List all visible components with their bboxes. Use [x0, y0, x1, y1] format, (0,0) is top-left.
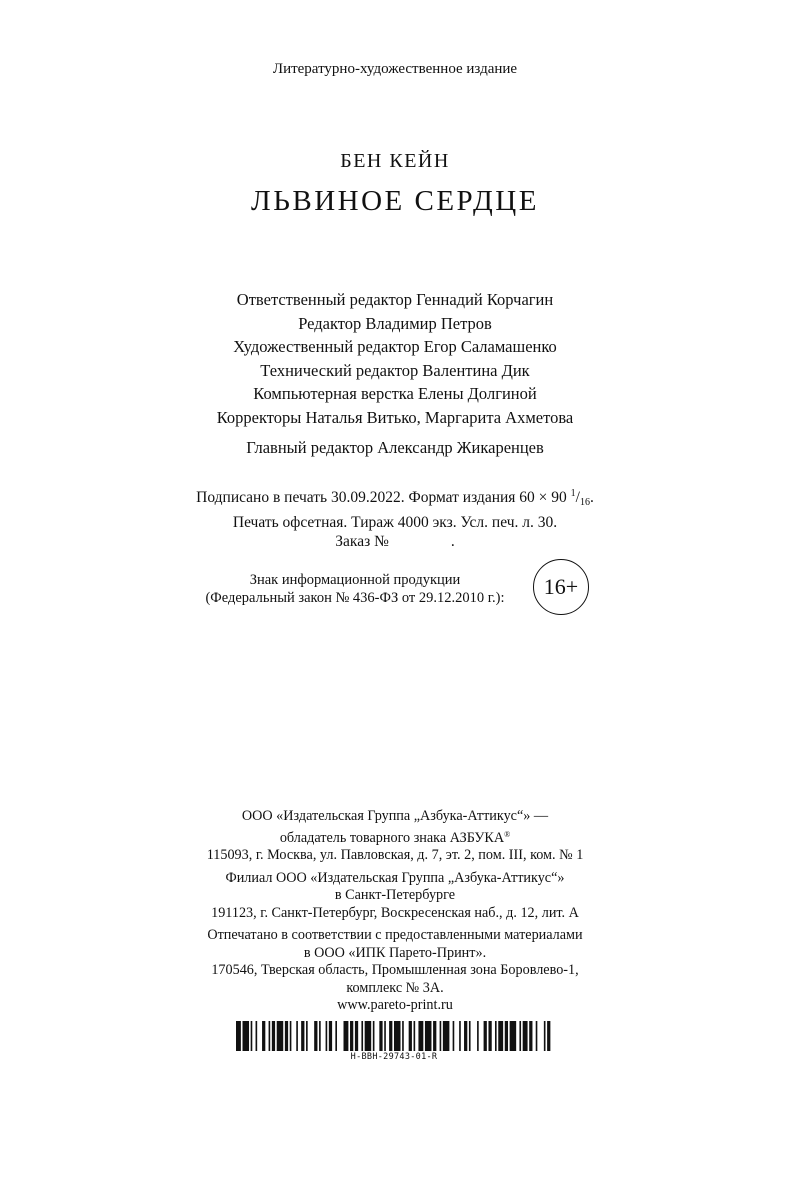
- printer-block: [0, 927, 790, 1015]
- printer-line1: Отпечатано в соответствии с предоставленными материалами: [207, 927, 583, 943]
- barcode-bar: [464, 1021, 467, 1051]
- book-title: ЛЬВИНОЕ СЕРДЦЕ: [251, 185, 539, 217]
- barcode-bar: [243, 1021, 250, 1051]
- barcode-bar: [523, 1021, 528, 1051]
- barcode-bar: [402, 1021, 404, 1051]
- barcode-bar: [236, 1021, 241, 1051]
- order-label: Заказ №: [335, 533, 389, 550]
- barcode-bar: [251, 1021, 253, 1051]
- printer-line2: в ООО «ИПК Парето-Принт».: [303, 944, 487, 961]
- publisher-main-line2: [0, 826, 790, 848]
- barcode-bar: [314, 1021, 317, 1051]
- barcode-bar: [488, 1021, 491, 1051]
- barcode-bar: [355, 1021, 358, 1051]
- barcode-bar: [510, 1021, 517, 1051]
- publisher-info: [0, 808, 790, 1020]
- barcode-bar: [409, 1021, 412, 1051]
- format-text: Подписано в печать 30.09.2022. Формат издания 60 × 90: [196, 489, 571, 506]
- barcode-bar: [414, 1021, 416, 1051]
- order-suffix: .: [450, 533, 455, 550]
- barcode-bar: [379, 1021, 382, 1051]
- genre-label: Литературно-художественное издание: [272, 61, 518, 77]
- barcode-bar: [272, 1021, 275, 1051]
- barcode-bar: [285, 1021, 288, 1051]
- print-info-format-line: [0, 484, 790, 513]
- fraction-numerator: 1: [570, 488, 576, 499]
- fraction-denominator: 16: [579, 497, 590, 508]
- barcode-bar: [394, 1021, 401, 1051]
- branch-address: 191123, г. Санкт-Петербург, Воскресенская наб., д. 12, лит. А: [211, 904, 579, 921]
- barcode-bar: [536, 1021, 538, 1051]
- format-suffix: .: [589, 489, 594, 506]
- barcode-bar: [519, 1021, 521, 1051]
- barcode-bar: [389, 1021, 392, 1051]
- barcode-bar: [262, 1021, 265, 1051]
- barcode-bar: [443, 1021, 450, 1051]
- barcode-bar: [459, 1021, 461, 1051]
- publisher-branch-block: [0, 870, 790, 923]
- barcode-bar: [296, 1021, 298, 1051]
- age-rating-badge: 16+: [533, 559, 589, 615]
- publisher-main-block: [0, 808, 790, 865]
- printer-address1: 170546, Тверская область, Промышленная зона Боровлево-1,: [211, 962, 579, 978]
- barcode-bar: [301, 1021, 304, 1051]
- barcode-bar: [440, 1021, 442, 1051]
- barcode-bar: [495, 1021, 497, 1051]
- barcode-bar: [453, 1021, 455, 1051]
- book-author: БЕН КЕЙН: [340, 150, 450, 172]
- barcode-bar: [433, 1021, 436, 1051]
- barcode-bar: [469, 1021, 471, 1051]
- credit-line: Технический редактор Валентина Дик: [260, 360, 530, 380]
- barcode-bar: [306, 1021, 308, 1051]
- barcode-bar: [529, 1021, 532, 1051]
- barcode-bar: [256, 1021, 258, 1051]
- branch-line1: Филиал ООО «Издательская Группа „Азбука-Аттикус“»: [225, 869, 565, 886]
- barcode-bar: [335, 1021, 337, 1051]
- print-info-order-line: [0, 532, 790, 552]
- barcode-bar: [326, 1021, 328, 1051]
- publisher-main-line1: ООО «Издательская Группа „Азбука-Аттикус“» —: [241, 808, 549, 824]
- barcode-code: H-BBH-29743-01-R: [350, 1052, 438, 1062]
- fraction-slash: /: [575, 489, 580, 506]
- barcode-bar: [329, 1021, 332, 1051]
- barcode-bar: [477, 1021, 479, 1051]
- barcode-bar: [365, 1021, 372, 1051]
- barcode-bar: [425, 1021, 432, 1051]
- info-sign-line2: (Федеральный закон № 436-ФЗ от 29.12.2010 г.):: [205, 590, 505, 606]
- barcode-bar: [544, 1021, 546, 1051]
- publisher-main-address: 115093, г. Москва, ул. Павловская, д. 7, эт. 2, пом. III, ком. № 1: [206, 847, 584, 863]
- barcode-bar: [319, 1021, 321, 1051]
- info-sign-line1: Знак информационной продукции: [249, 572, 461, 588]
- barcode-bar: [361, 1021, 363, 1051]
- barcode-bar: [350, 1021, 353, 1051]
- credit-line: Корректоры Наталья Витько, Маргарита Ахметова: [216, 407, 574, 427]
- barcode-bars: [236, 1021, 552, 1051]
- print-info: [0, 484, 790, 552]
- credits-list: [0, 288, 790, 429]
- barcode-bar: [484, 1021, 487, 1051]
- barcode-bar: [505, 1021, 508, 1051]
- print-info-run-line: Печать офсетная. Тираж 4000 экз. Усл. печ. л. 30.: [232, 513, 558, 531]
- registered-mark: ®: [504, 829, 511, 839]
- printer-address2: комплекс № 3А.: [346, 979, 444, 996]
- barcode-bar: [290, 1021, 292, 1051]
- barcode-bar: [277, 1021, 284, 1051]
- barcode-bar: [344, 1021, 349, 1051]
- printer-website: www.pareto-print.ru: [337, 997, 453, 1013]
- credit-line: Ответственный редактор Геннадий Корчагин: [236, 290, 554, 309]
- barcode-bar: [373, 1021, 375, 1051]
- barcode-bar: [498, 1021, 503, 1051]
- chief-editor: Главный редактор Александр Жикаренцев: [246, 438, 544, 457]
- barcode-bar: [547, 1021, 550, 1051]
- branch-line2: в Санкт-Петербурге: [334, 887, 456, 903]
- trademark-text: обладатель товарного знака АЗБУКА: [279, 829, 505, 846]
- barcode: [236, 1021, 552, 1062]
- credit-line: Редактор Владимир Петров: [298, 313, 492, 333]
- credit-line: Компьютерная верстка Елены Долгиной: [253, 384, 537, 403]
- barcode-bar: [384, 1021, 386, 1051]
- barcode-bar: [418, 1021, 423, 1051]
- barcode-bar: [269, 1021, 271, 1051]
- info-product-sign: [180, 571, 530, 607]
- credit-line: Художественный редактор Егор Саламашенко: [233, 337, 557, 356]
